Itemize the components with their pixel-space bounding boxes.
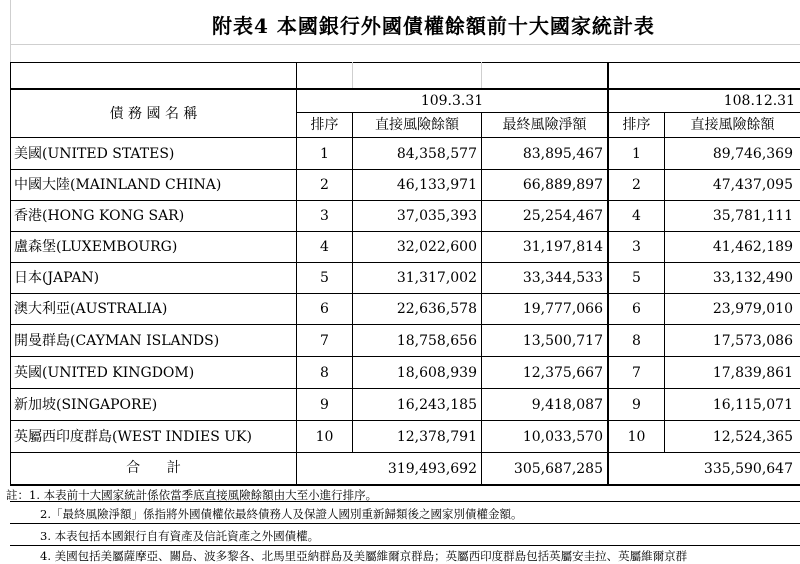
final-1: 10,033,570 — [522, 429, 603, 445]
total-direct-2: 335,590,647 — [703, 461, 793, 477]
country-name: 中國大陸(MAINLAND CHINA) — [14, 177, 222, 193]
direct-2: 23,979,010 — [712, 301, 793, 317]
direct-2: 16,115,071 — [712, 397, 793, 413]
direct-2: 17,573,086 — [712, 333, 793, 349]
country-name: 開曼群島(CAYMAN ISLANDS) — [14, 333, 220, 349]
rank-1: 6 — [320, 301, 329, 317]
country-name: 香港(HONG KONG SAR) — [14, 208, 185, 224]
rank-2: 3 — [632, 239, 641, 255]
direct-2: 35,781,111 — [712, 208, 793, 224]
gridline — [10, 200, 800, 201]
total-direct-1: 319,493,692 — [387, 461, 477, 477]
final-header-1: 最終風險淨額 — [502, 117, 587, 133]
gridline — [481, 62, 482, 88]
gridline — [10, 262, 800, 263]
rank-2: 6 — [632, 301, 641, 317]
final-1: 9,418,087 — [531, 397, 603, 413]
rank-2: 8 — [632, 333, 641, 349]
gridline — [10, 231, 800, 232]
total-label: 合 計 — [126, 460, 181, 476]
direct-1: 31,317,002 — [396, 270, 477, 286]
direct-1: 12,378,791 — [396, 429, 477, 445]
gridline — [10, 137, 800, 138]
note-1: 註：1. 本表前十大國家統計係依當季底直接風險餘額由大至小進行排序。 — [6, 488, 378, 502]
gridline — [352, 62, 353, 88]
gridline — [10, 62, 800, 63]
rank-header-2: 排序 — [622, 117, 651, 133]
rank-2: 1 — [632, 146, 641, 162]
note-3: 3. 本表包括本國銀行自有資產及信託資產之外國債權。 — [40, 529, 320, 543]
direct-1: 84,358,577 — [396, 146, 477, 162]
country-name: 英國(UNITED KINGDOM) — [14, 365, 195, 381]
direct-1: 22,636,578 — [396, 301, 477, 317]
final-1: 66,889,897 — [522, 177, 603, 193]
rank-2: 2 — [632, 177, 641, 193]
total-final-1: 305,687,285 — [513, 461, 603, 477]
gridline — [296, 112, 800, 113]
rank-1: 9 — [320, 397, 329, 413]
direct-1: 37,035,393 — [396, 208, 477, 224]
rank-2: 10 — [627, 429, 646, 445]
final-1: 13,500,717 — [522, 333, 603, 349]
direct-header-2: 直接風險餘額 — [690, 117, 775, 133]
gridline — [10, 169, 800, 170]
country-column-header: 債 務 國 名 稱 — [109, 106, 198, 122]
gridline — [10, 324, 800, 325]
country-name: 英屬西印度群島(WEST INDIES UK) — [14, 429, 252, 445]
rank-1: 7 — [320, 333, 329, 349]
gridline — [10, 420, 800, 421]
gridline — [10, 523, 800, 524]
direct-2: 47,437,095 — [712, 177, 793, 193]
final-1: 83,895,467 — [522, 146, 603, 162]
country-name: 新加坡(SINGAPORE) — [14, 397, 158, 413]
direct-1: 18,608,939 — [396, 365, 477, 381]
rank-2: 4 — [632, 208, 641, 224]
rank-1: 1 — [320, 146, 329, 162]
rank-1: 10 — [315, 429, 334, 445]
direct-1: 46,133,971 — [396, 177, 477, 193]
rank-1: 5 — [320, 270, 329, 286]
gridline — [10, 356, 800, 357]
final-1: 12,375,667 — [522, 365, 603, 381]
rank-1: 3 — [320, 208, 329, 224]
period1-header: 109.3.31 — [420, 93, 484, 109]
page-title: 附表4 本國銀行外國債權餘額前十大國家統計表 — [212, 14, 655, 38]
direct-2: 89,746,369 — [712, 146, 793, 162]
direct-1: 32,022,600 — [396, 239, 477, 255]
direct-2: 17,839,861 — [712, 365, 793, 381]
direct-1: 18,758,656 — [396, 333, 477, 349]
rank-2: 7 — [632, 365, 641, 381]
gridline — [10, 44, 800, 45]
rank-2: 9 — [632, 397, 641, 413]
direct-2: 41,462,189 — [712, 239, 793, 255]
final-1: 33,344,533 — [522, 270, 603, 286]
final-1: 25,254,467 — [522, 208, 603, 224]
gridline — [10, 452, 800, 453]
rank-1: 4 — [320, 239, 329, 255]
country-name: 美國(UNITED STATES) — [14, 146, 175, 162]
gridline — [10, 293, 800, 294]
note-4: 4. 美國包括美屬薩摩亞、關島、波多黎各、北馬里亞納群島及美屬維爾京群島；英屬西印度群島包括英屬安圭拉、英屬維爾京群 — [40, 549, 688, 563]
country-name: 盧森堡(LUXEMBOURG) — [14, 239, 178, 255]
gridline — [10, 388, 800, 389]
country-name: 日本(JAPAN) — [14, 270, 100, 286]
rank-2: 5 — [632, 270, 641, 286]
direct-1: 16,243,185 — [396, 397, 477, 413]
country-name: 澳大利亞(AUSTRALIA) — [14, 301, 168, 317]
period2-header: 108.12.31 — [723, 93, 795, 109]
rank-header-1: 排序 — [310, 117, 339, 133]
direct-header-1: 直接風險餘額 — [375, 117, 459, 133]
gridline — [10, 484, 800, 486]
gridline — [10, 88, 800, 90]
gridline — [10, 545, 800, 546]
final-1: 31,197,814 — [522, 239, 603, 255]
rank-1: 8 — [320, 365, 329, 381]
rank-1: 2 — [320, 177, 329, 193]
note-2: 2.「最終風險淨額」係指將外國債權依最終債務人及保證人國別重新歸類後之國家別債權金額。 — [40, 507, 523, 521]
direct-2: 12,524,365 — [712, 429, 793, 445]
gridline — [10, 62, 11, 486]
final-1: 19,777,066 — [522, 301, 603, 317]
direct-2: 33,132,490 — [712, 270, 793, 286]
